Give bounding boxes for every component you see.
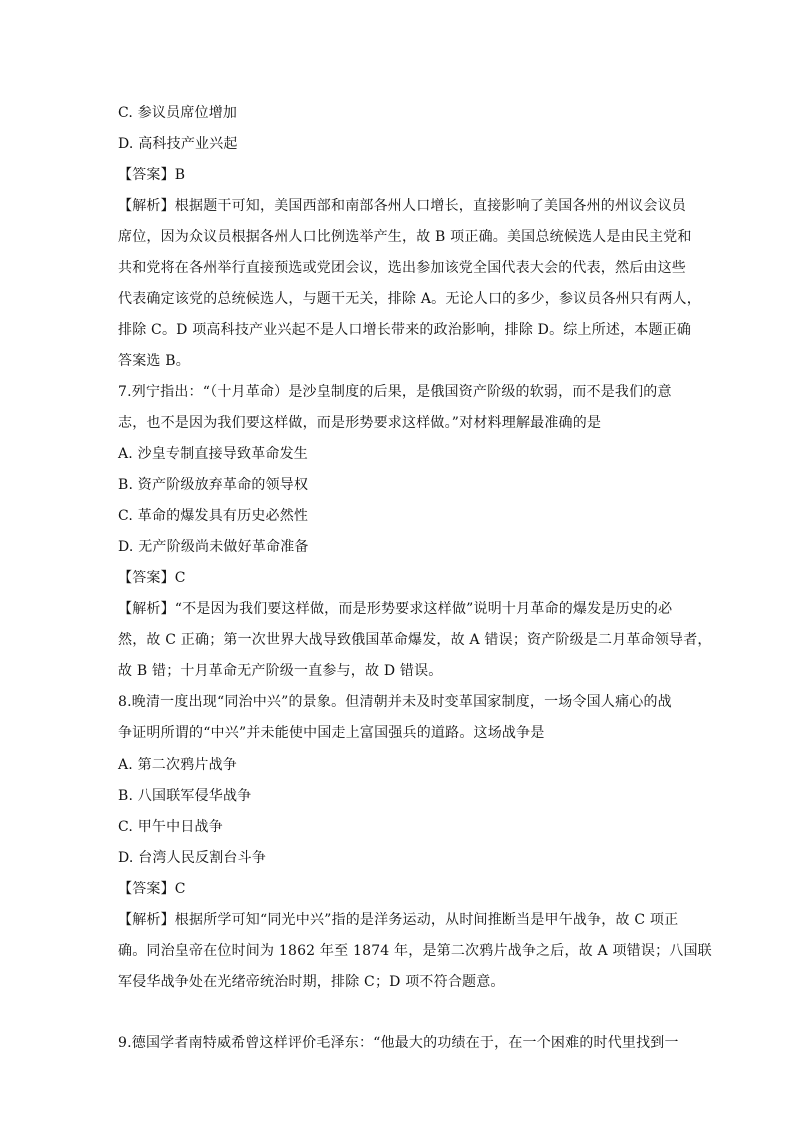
analysis-q7-line-3: 故 B 错；十月革命无产阶级一直参与，故 D 错误。	[118, 663, 443, 679]
option-c-q6: C. 参议员席位增加	[118, 105, 238, 121]
option-c-q7: C. 革命的爆发具有历史必然性	[118, 508, 309, 524]
analysis-q6-line-4: 代表确定该党的总统候选人，与题干无关，排除 A。无论人口的多少，参议员各州只有两人，	[118, 291, 701, 307]
question-8-line-1: 8.晚清一度出现“同治中兴”的景象。但清朝并未及时变革国家制度，一场令国人痛心的战	[118, 694, 672, 710]
answer-q8: 【答案】C	[118, 881, 186, 897]
analysis-q7-line-1: 【解析】“不是因为我们要这样做，而是形势要求这样做”说明十月革命的爆发是历史的必	[118, 601, 673, 617]
option-d-q8: D. 台湾人民反割台斗争	[118, 850, 267, 866]
option-a-q7: A. 沙皇专制直接导致革命发生	[118, 446, 309, 462]
analysis-q6-line-6: 答案选 B。	[118, 353, 190, 369]
analysis-q8-line-1: 【解析】根据所学可知“同光中兴”指的是洋务运动，从时间推断当是甲午战争，故 C 项正	[118, 912, 679, 928]
analysis-q7-line-2: 然，故 C 正确；第一次世界大战导致俄国革命爆发，故 A 错误；资产阶级是二月革命领导者，	[118, 632, 712, 648]
answer-q6: 【答案】B	[118, 167, 186, 183]
option-b-q7: B. 资产阶级放弃革命的领导权	[118, 477, 309, 493]
analysis-q6-line-3: 共和党将在各州举行直接预选或党团会议，选出参加该党全国代表大会的代表，然后由这些	[118, 260, 686, 276]
option-d-q6: D. 高科技产业兴起	[118, 136, 238, 152]
option-d-q7: D. 无产阶级尚未做好革命准备	[118, 539, 309, 555]
option-c-q8: C. 甲午中日战争	[118, 819, 223, 835]
question-9-line-1: 9.德国学者南特威希曾这样评价毛泽东：“他最大的功绩在于，在一个困难的时代里找到一	[118, 1035, 679, 1051]
option-b-q8: B. 八国联军侵华战争	[118, 788, 252, 804]
option-a-q8: A. 第二次鸦片战争	[118, 757, 238, 773]
analysis-q6-line-2: 席位，因为众议员根据各州人口比例选举产生，故 B 项正确。美国总统候选人是由民主党和	[118, 229, 692, 245]
analysis-q8-line-3: 军侵华战争处在光绪帝统治时期，排除 C；D 项不符合题意。	[118, 974, 505, 990]
analysis-q8-line-2: 确。同治皇帝在位时间为 1862 年至 1874 年，是第二次鸦片战争之后，故 A 项错误；八国联	[118, 943, 712, 959]
question-7-line-2: 志，也不是因为我们要这样做，而是形势要求这样做。”对材料理解最准确的是	[118, 415, 602, 431]
answer-q7: 【答案】C	[118, 570, 186, 586]
question-8-line-2: 争证明所谓的“中兴”并未能使中国走上富国强兵的道路。这场战争是	[118, 725, 545, 741]
analysis-q6-line-1: 【解析】根据题干可知，美国西部和南部各州人口增长，直接影响了美国各州的州议会议员	[118, 198, 686, 214]
question-7-line-1: 7.列宁指出：“（十月革命）是沙皇制度的后果，是俄国资产阶级的软弱，而不是我们的意	[118, 384, 672, 400]
analysis-q6-line-5: 排除 C。D 项高科技产业兴起不是人口增长带来的政治影响，排除 D。综上所述，本题正确	[118, 322, 692, 338]
